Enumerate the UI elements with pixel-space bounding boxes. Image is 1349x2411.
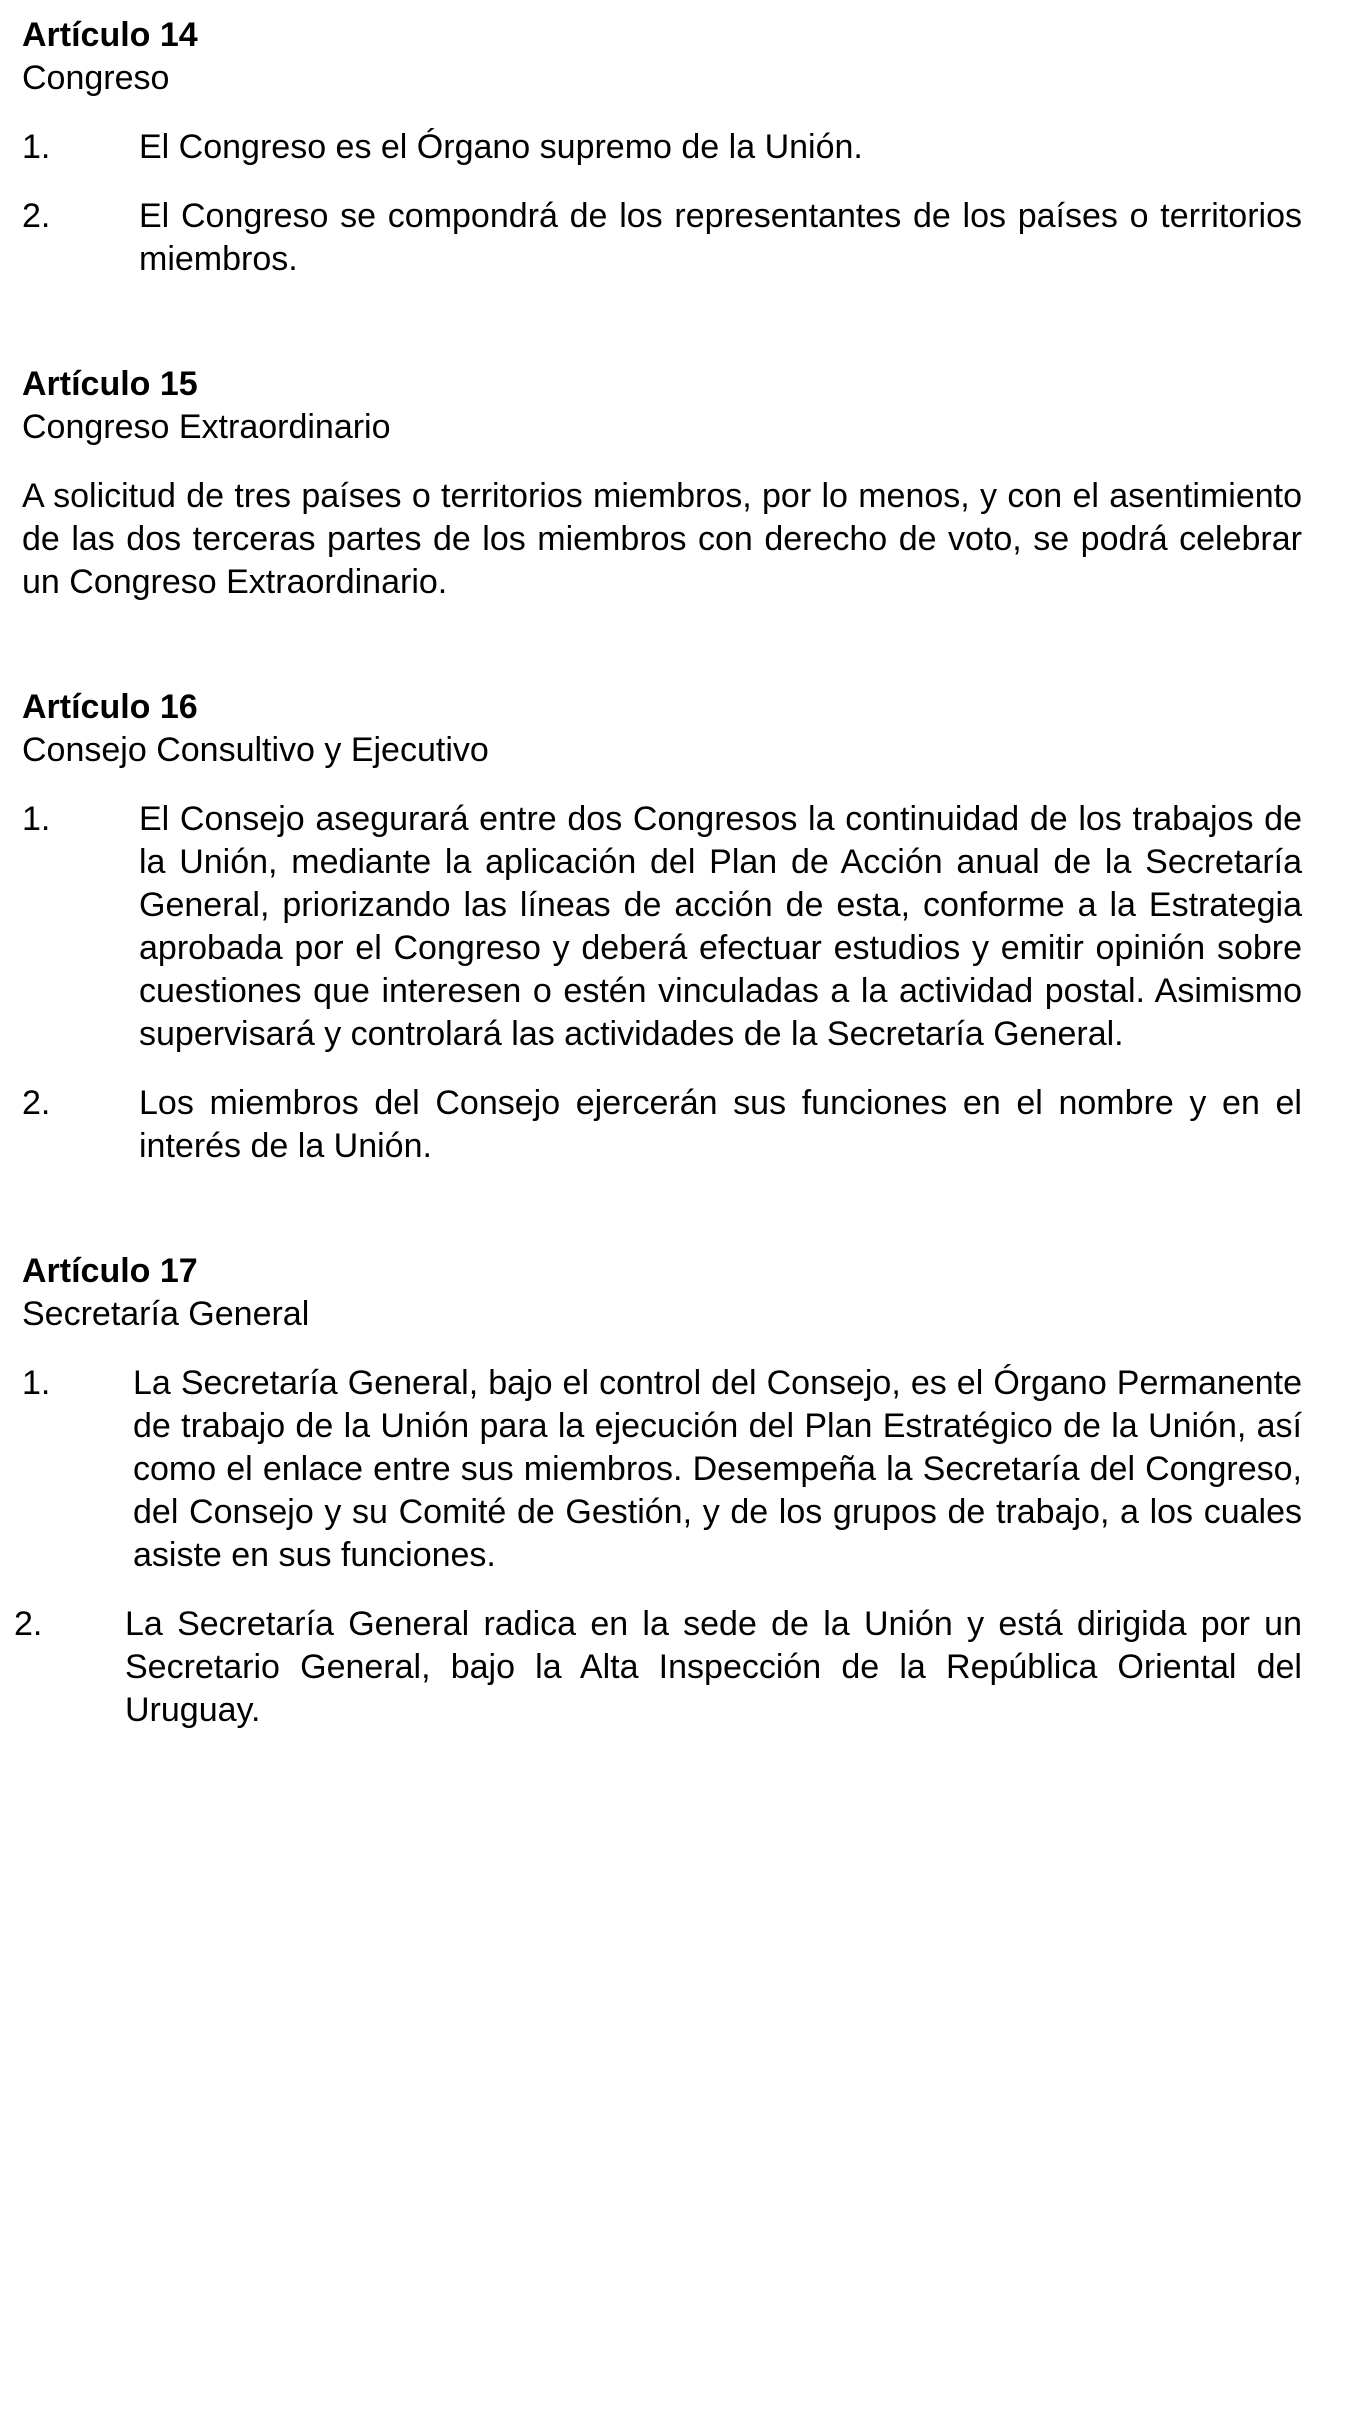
- paragraph: [22, 1082, 1302, 1168]
- article-title: Consejo Consultivo y Ejecutivo: [22, 731, 489, 769]
- article-heading: Artículo 17: [22, 1252, 198, 1290]
- paragraph-number: 1.: [22, 128, 51, 166]
- article-heading: Artículo 16: [22, 688, 198, 726]
- paragraph: [22, 126, 1302, 169]
- paragraph-text: La Secretaría General radica en la sede de la Unión y está dirigida por un Secretario General, bajo la Alta Inspección de la República Oriental del Uruguay.: [125, 1605, 1302, 1729]
- paragraph: [22, 1362, 1302, 1577]
- article-heading: Artículo 14: [22, 16, 198, 54]
- article-14: [22, 14, 1302, 281]
- paragraph-text: Los miembros del Consejo ejercerán sus funciones en el nombre y en el interés de la Unión.: [139, 1084, 1302, 1165]
- paragraph-text: La Secretaría General, bajo el control del Consejo, es el Órgano Permanente de trabajo de la Unión para la ejecución del Plan Estratégico de la Unión, así como el enlace entre sus miembros. Desempeña la Secretaría del Congreso, del Consejo y su Comité de Gestión, y de los grupos de trabajo, a los cuales asiste en sus funciones.: [133, 1364, 1302, 1574]
- article-15: [22, 363, 1302, 604]
- article-16: [22, 686, 1302, 1168]
- paragraph-number: 1.: [22, 800, 51, 838]
- article-body: A solicitud de tres países o territorios miembros, por lo menos, y con el asentimiento de las dos terceras partes de los miembros con derecho de voto, se podrá celebrar un Congreso Extraordinario.: [22, 477, 1302, 601]
- paragraph-number: 2.: [22, 197, 51, 235]
- paragraph: [22, 798, 1302, 1056]
- section-spacer: [22, 630, 1302, 686]
- paragraph-text: El Congreso se compondrá de los representantes de los países o territorios miembros.: [139, 197, 1302, 278]
- paragraph-text: El Congreso es el Órgano supremo de la Unión.: [139, 128, 863, 166]
- article-title: Congreso: [22, 59, 170, 97]
- article-17: [14, 1250, 1302, 1732]
- paragraph-number: 1.: [22, 1364, 51, 1402]
- article-heading: Artículo 15: [22, 365, 198, 403]
- article-title: Secretaría General: [22, 1295, 310, 1333]
- document-page: [14, 14, 1302, 1758]
- section-spacer: [22, 307, 1302, 363]
- paragraph: [22, 195, 1302, 281]
- section-spacer: [22, 1194, 1302, 1250]
- paragraph: [14, 1603, 1302, 1732]
- paragraph-number: 2.: [22, 1084, 51, 1122]
- paragraph-text: El Consejo asegurará entre dos Congresos la continuidad de los trabajos de la Unión, mediante la aplicación del Plan de Acción anual de la Secretaría General, priorizando las líneas de acción de esta, conforme a la Estrategia aprobada por el Congreso y deberá efectuar estudios y emitir opinión sobre cuestiones que interesen o estén vinculadas a la actividad postal. Asimismo supervisará y controlará las actividades de la Secretaría General.: [139, 800, 1302, 1053]
- article-title: Congreso Extraordinario: [22, 408, 391, 446]
- paragraph-number: 2.: [14, 1605, 43, 1643]
